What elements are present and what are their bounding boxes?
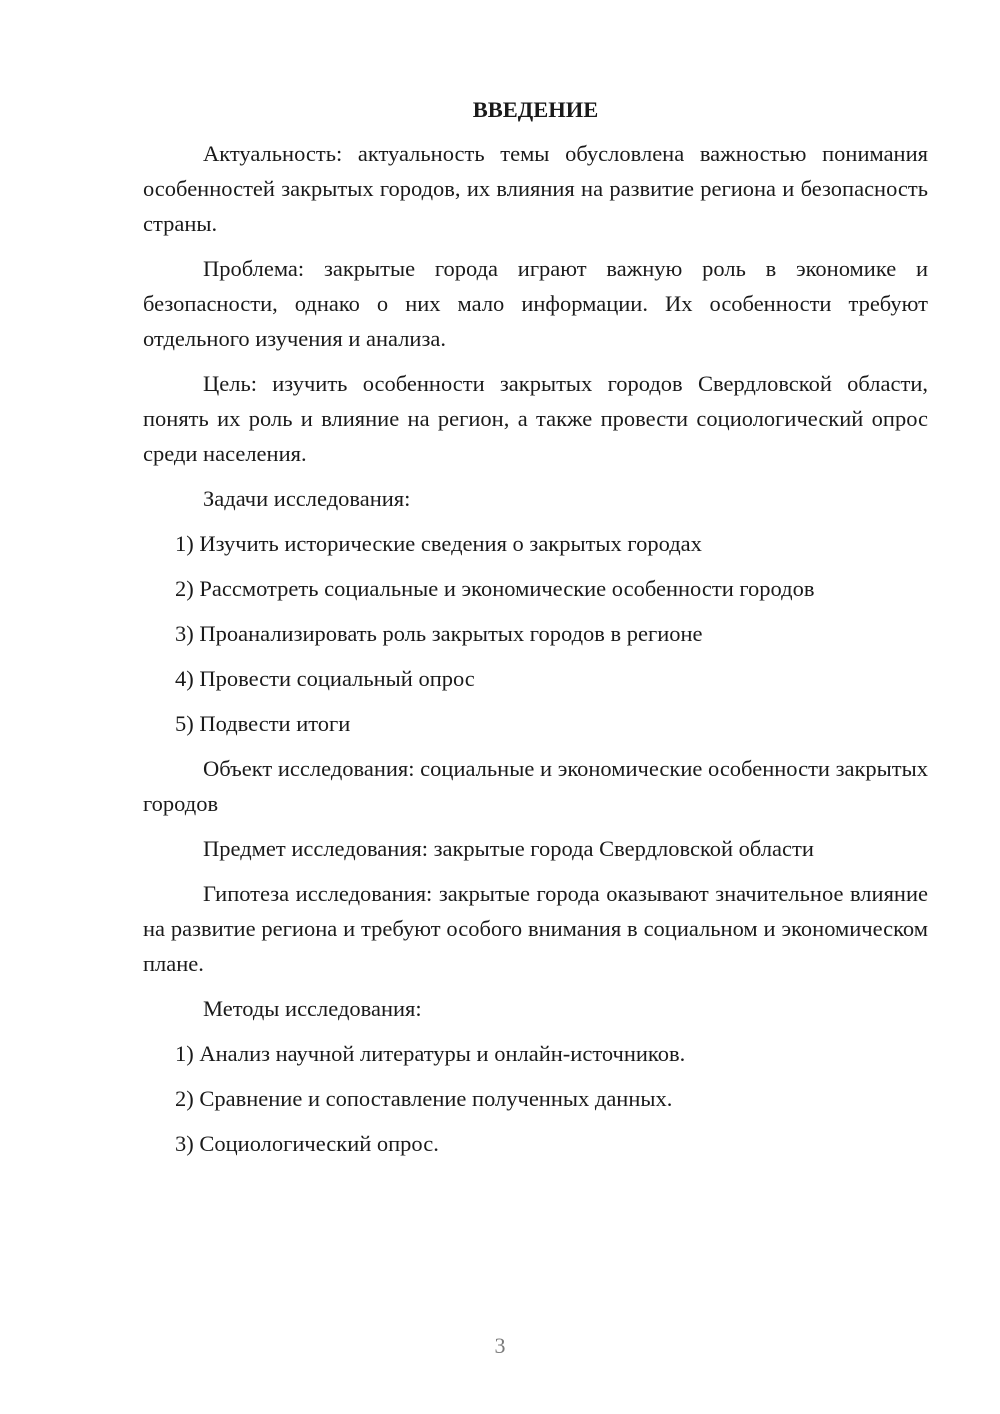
list-item: 3) Проанализировать роль закрытых городов в регионе <box>175 621 703 646</box>
relevance-paragraph: Актуальность: актуальность темы обусловлена важностью понимания особенностей закрытых городов, их влияния на развитие региона и безопасность страны. <box>143 141 928 236</box>
list-item: 1) Изучить исторические сведения о закрытых городах <box>175 531 702 556</box>
hypothesis-paragraph: Гипотеза исследования: закрытые города оказывают значительное влияние на развитие региона и требуют особого внимания в социальном и экономическом плане. <box>143 881 928 976</box>
document-page <box>143 92 928 1171</box>
tasks-title: Задачи исследования: <box>203 486 411 511</box>
list-item: 5) Подвести итоги <box>175 711 351 736</box>
methods-title: Методы исследования: <box>203 996 422 1021</box>
page-number: 3 <box>494 1333 506 1358</box>
goal-paragraph: Цель: изучить особенности закрытых городов Свердловской области, понять их роль и влияние на регион, а также провести социологический опрос среди населения. <box>143 371 928 466</box>
problem-paragraph: Проблема: закрытые города играют важную роль в экономике и безопасности, однако о них мало информации. Их особенности требуют отдельного изучения и анализа. <box>143 256 928 351</box>
list-item: 2) Сравнение и сопоставление полученных данных. <box>175 1086 673 1111</box>
list-item: 4) Провести социальный опрос <box>175 666 475 691</box>
tasks-list <box>143 526 928 741</box>
methods-list <box>143 1036 928 1161</box>
page-title: ВВЕДЕНИЕ <box>472 97 599 122</box>
list-item: 2) Рассмотреть социальные и экономические особенности городов <box>175 576 815 601</box>
subject-paragraph: Предмет исследования: закрытые города Свердловской области <box>203 836 814 861</box>
list-item: 3) Социологический опрос. <box>175 1131 439 1156</box>
list-item: 1) Анализ научной литературы и онлайн-источников. <box>175 1041 686 1066</box>
object-paragraph: Объект исследования: социальные и экономические особенности закрытых городов <box>143 756 928 816</box>
